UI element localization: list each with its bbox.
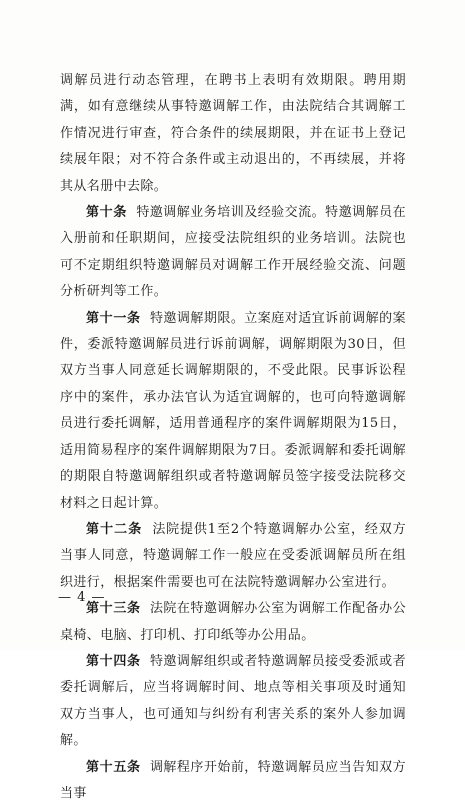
article-text: 特邀调解组织或者特邀调解员接受委派或者委托调解后，应当将调解时间、地点等相关事项及时通知双方当事人，也可通知与纠纷有利害关系的案外人参加调解。 (60, 653, 406, 749)
paragraph-text: 调解员进行动态管理，在聘书上表明有效期限。聘用期满，如有意继续从事特邀调解工作，由法院结合其调解工作情况进行审查，符合条件的续展期限，并在证书上登记续展年限；对不符合条件或主动退出的，不再续展，并将其从名册中去除。 (60, 73, 406, 194)
article-number: 第十条 (86, 205, 128, 221)
article-number: 第十五条 (86, 759, 141, 775)
article-11 (60, 306, 406, 517)
body-text (60, 68, 406, 807)
article-text: 法院在特邀调解办公室为调解工作配备办公桌椅、电脑、打印机、打印纸等办公用品。 (60, 601, 406, 643)
article-number: 第十一条 (86, 310, 141, 326)
article-number: 第十二条 (86, 521, 143, 537)
paragraph-continuation (60, 68, 406, 200)
article-15 (60, 755, 406, 807)
article-14 (60, 649, 406, 755)
article-number: 第十三条 (86, 601, 141, 617)
article-text: 特邀调解期限。立案庭对适宜诉前调解的案件，委派特邀调解员进行诉前调解，调解期限为30日，但双方当事人同意延长调解期限的，不受此限。民事诉讼程序中的案件，承办法官认为适宜调解的，也可向特邀调解员进行委托调解，适用普通程序的案件调解期限为15日，适用简易程序的案件调解期限为7日。委派调解和委托调解的期限自特邀调解组织或者特邀调解员签字接受法院移交材料之日起计算。 (60, 310, 406, 511)
article-13 (60, 596, 406, 649)
page-number: — 4 — (58, 590, 106, 605)
article-text: 法院提供1至2个特邀调解办公室，经双方当事人同意，特邀调解工作一般应在受委派调解员所在组织进行，根据案件需要也可在法院特邀调解办公室进行。 (60, 521, 406, 590)
article-number: 第十四条 (86, 653, 141, 669)
article-text: 特邀调解业务培训及经验交流。特邀调解员在入册前和任职期间，应接受法院组织的业务培训。法院也可不定期组织特邀调解员对调解工作开展经验交流、问题分析研判等工作。 (60, 205, 406, 300)
article-text: 调解程序开始前，特邀调解员应当告知双方当事 (60, 759, 406, 801)
article-12 (60, 517, 406, 596)
article-10 (60, 200, 406, 306)
